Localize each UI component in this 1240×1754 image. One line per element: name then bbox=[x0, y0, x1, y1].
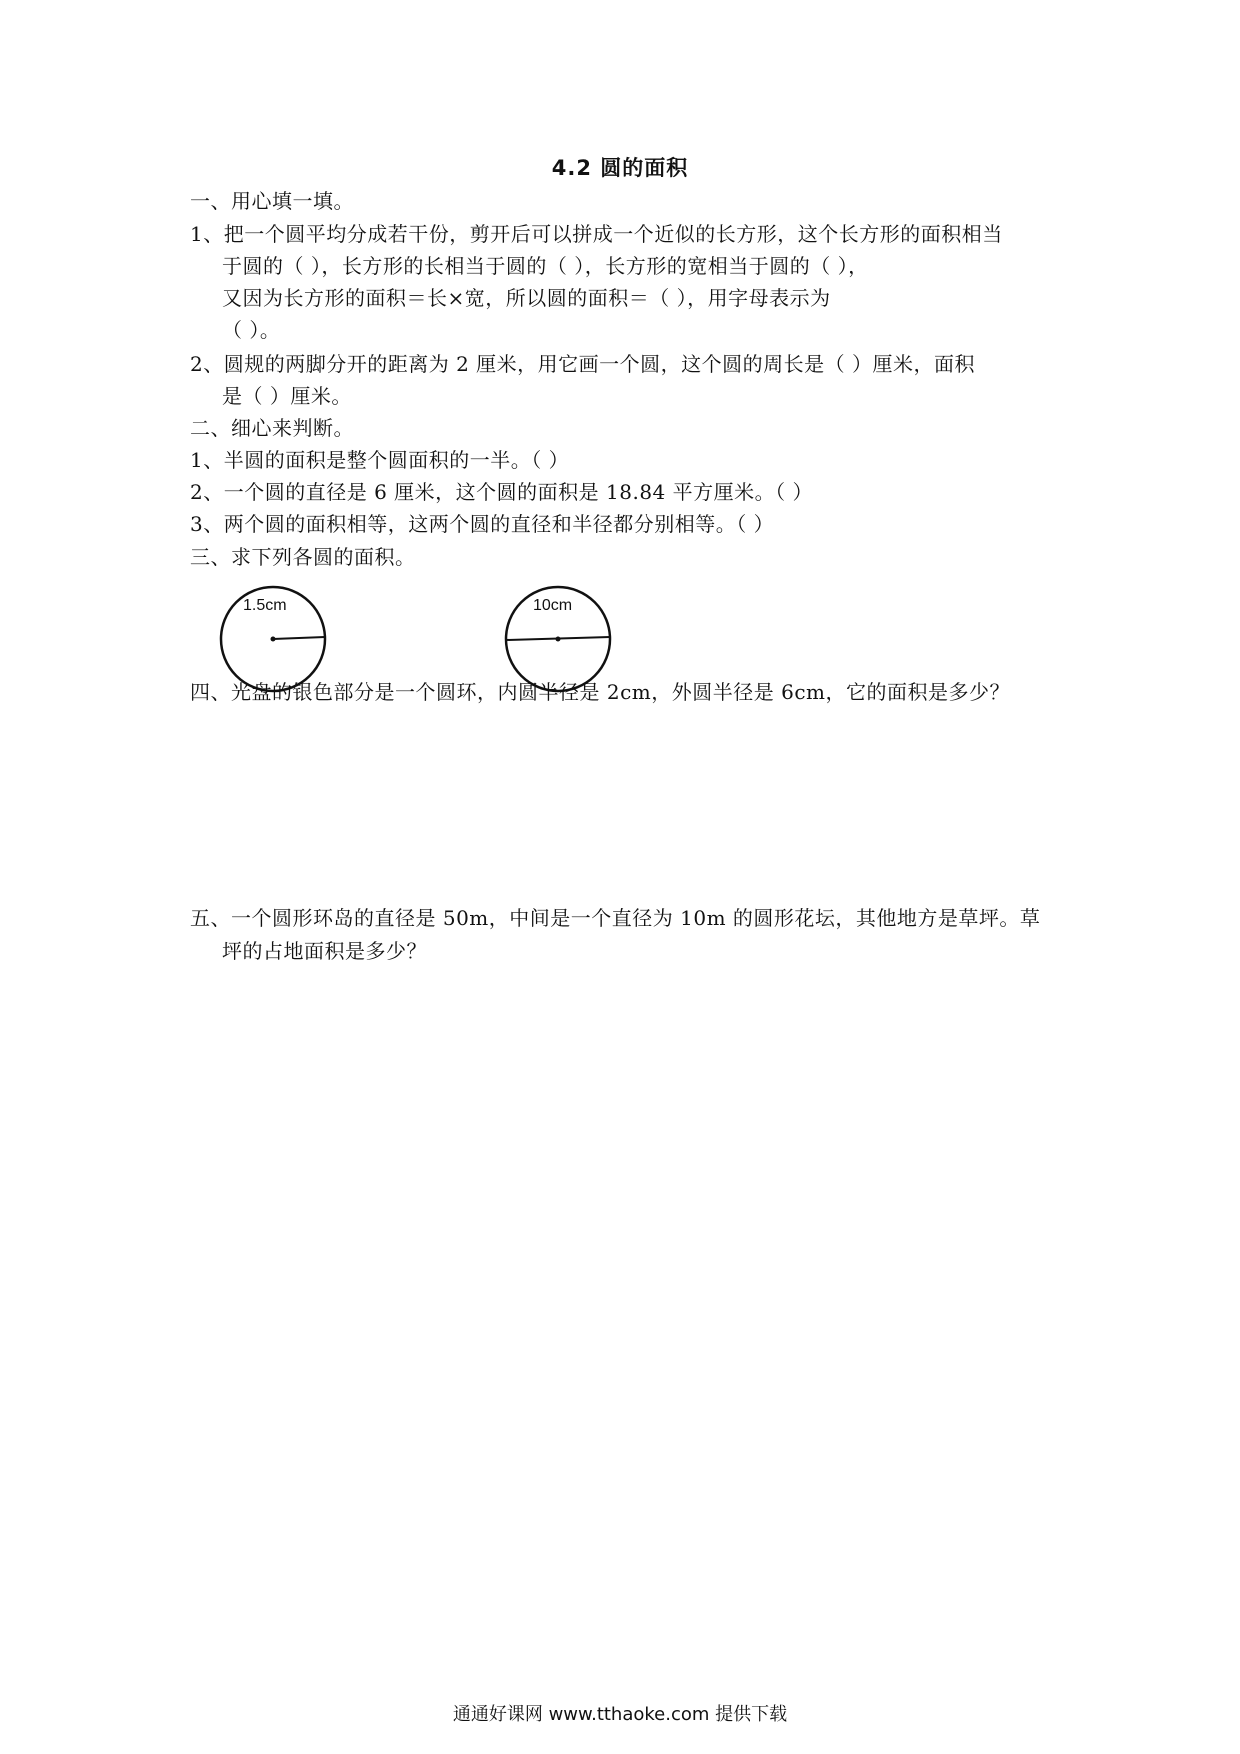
judge-item-1: 1、半圆的面积是整个圆面积的一半。（ ） bbox=[190, 448, 570, 472]
q1-line2: 于圆的（ ），长方形的长相当于圆的（ ），长方形的宽相当于圆的（ ）， bbox=[222, 254, 869, 278]
section3-heading: 三、求下列各圆的面积。 bbox=[190, 545, 416, 569]
judge-item-3: 3、两个圆的面积相等，这两个圆的直径和半径都分别相等。（ ） bbox=[190, 512, 775, 536]
section5-line1: 五、一个圆形环岛的直径是 50m，中间是一个直径为 10m 的圆形花坛，其他地方是草坪。草 bbox=[190, 906, 1041, 930]
q2-line2: 是（ ）厘米。 bbox=[222, 384, 352, 408]
radius-line bbox=[273, 637, 325, 639]
page-title: 4.2 圆的面积 bbox=[551, 156, 689, 180]
q2-line1: 2、圆规的两脚分开的距离为 2 厘米，用它画一个圆，这个圆的周长是（ ）厘米，面积 bbox=[190, 352, 976, 376]
circle-diameter-label: 10cm bbox=[533, 597, 573, 614]
section2-heading: 二、细心来判断。 bbox=[190, 416, 354, 440]
q1-line1: 1、把一个圆平均分成若干份，剪开后可以拼成一个近似的长方形，这个长方形的面积相当 bbox=[190, 222, 1003, 246]
section4-question: 四、光盘的银色部分是一个圆环，内圆半径是 2cm，外圆半径是 6cm，它的面积是多少？ bbox=[190, 680, 1010, 704]
section5-line2: 坪的占地面积是多少？ bbox=[222, 939, 427, 963]
center-dot bbox=[556, 637, 561, 642]
section1-heading: 一、用心填一填。 bbox=[190, 189, 354, 213]
center-dot bbox=[271, 637, 276, 642]
q1-line4: （ ）。 bbox=[222, 318, 281, 342]
footer-credit: 通通好课网 www.tthaoke.com 提供下载 bbox=[452, 1704, 788, 1725]
judge-item-2: 2、一个圆的直径是 6 厘米，这个圆的面积是 18.84 平方厘米。（ ） bbox=[190, 480, 813, 504]
q1-line3: 又因为长方形的面积＝长×宽，所以圆的面积＝（ ），用字母表示为 bbox=[222, 286, 831, 310]
circle-radius-label: 1.5cm bbox=[243, 597, 287, 614]
